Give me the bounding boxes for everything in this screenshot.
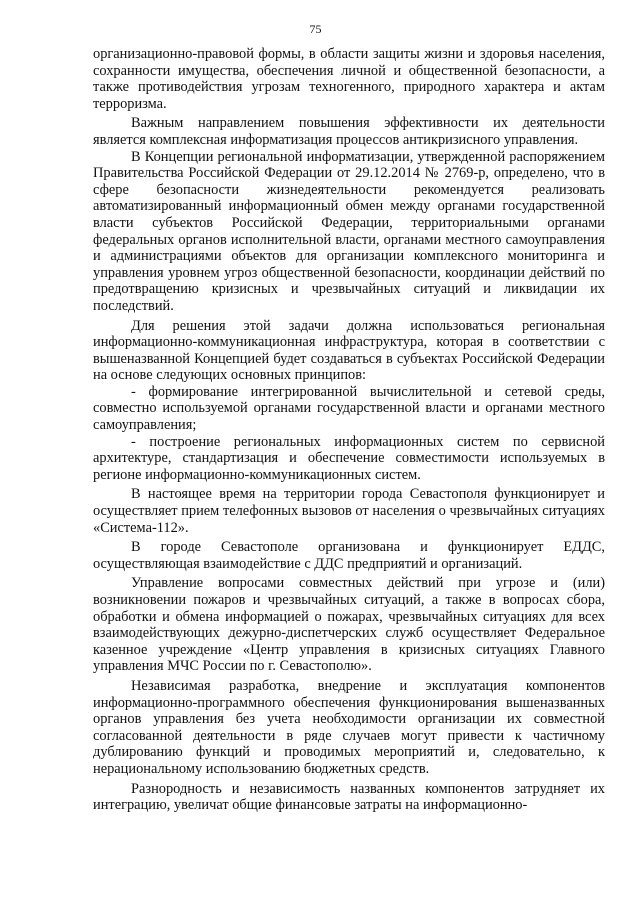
paragraph-5: В настоящее время на территории города Севастополя функционирует и осуществляет прием телефонных вызовов от населения о чрезвычайных ситуациях «Система-112». <box>93 486 605 536</box>
paragraph-8: Независимая разработка, внедрение и эксплуатация компонентов информационно-программного обеспечения функционирования вышеназванных органов управления без учета необходимости организации их совместной согласованной деятельности в ряде случаев могут привести к частичному дублированию функций и проводимых мероприятий и, следовательно, к нерациональному использованию бюджетных средств. <box>93 677 605 777</box>
paragraph-4: Для решения этой задачи должна использоваться региональная информационно-коммуникационная инфраструктура, которая в соответствии с вышеназванной Концепцией будет создаваться в субъектах Российской Федерации на основе следующих основных принципов: <box>93 317 605 384</box>
paragraph-3: В Концепции региональной информатизации, утвержденной распоряжением Правительства Российской Федерации от 29.12.2014 № 2769-р, определено, что в сфере безопасности жизнедеятельности рекомендуется реализовать автоматизированный информационный обмен между органами государственной власти субъектов Российской Федерации, территориальными органами федеральных органов исполнительной власти, органами местного самоуправления и администрациями объектов для организации комплексного мониторинга и управления уровнем угроз общественной безопасности, координации действий по предотвращению кризисных и чрезвычайных ситуаций и ликвидации их последствий. <box>93 148 605 314</box>
paragraph-9: Разнородность и независимость названных компонентов затрудняет их интеграцию, увеличат общие финансовые затраты на информационно- <box>93 780 605 814</box>
page-number: 75 <box>309 22 322 36</box>
paragraph-6: В городе Севастополе организована и функционирует ЕДДС, осуществляющая взаимодействие с ДДС предприятий и организаций. <box>93 539 605 572</box>
list-item-2: - построение региональных информационных систем по сервисной архитектуре, стандартизация и обеспечение совместимости используемых в регионе информационно-коммуникационных систем. <box>93 433 605 483</box>
document-body <box>93 46 605 814</box>
paragraph-7: Управление вопросами совместных действий при угрозе и (или) возникновении пожаров и чрезвычайных ситуаций, а также в вопросах сбора, обработки и обмена информацией о пожарах, чрезвычайных ситуациях для всех взаимодействующих дежурно-диспетчерских служб осуществляет Федеральное казенное учреждение «Центр управления в кризисных ситуациях Главного управления МЧС России по г. Севастополю». <box>93 575 605 675</box>
paragraph-2: Важным направлением повышения эффективности их деятельности является комплексная информатизация процессов антикризисного управления. <box>93 115 605 148</box>
paragraph-1: организационно-правовой формы, в области защиты жизни и здоровья населения, сохранности имущества, обеспечения личной и общественной безопасности, а также противодействия угрозам техногенного, природного характера и актам терроризма. <box>93 46 605 112</box>
list-item-1: - формирование интегрированной вычислительной и сетевой среды, совместно используемой органами государственной власти и органами местного самоуправления; <box>93 383 605 434</box>
